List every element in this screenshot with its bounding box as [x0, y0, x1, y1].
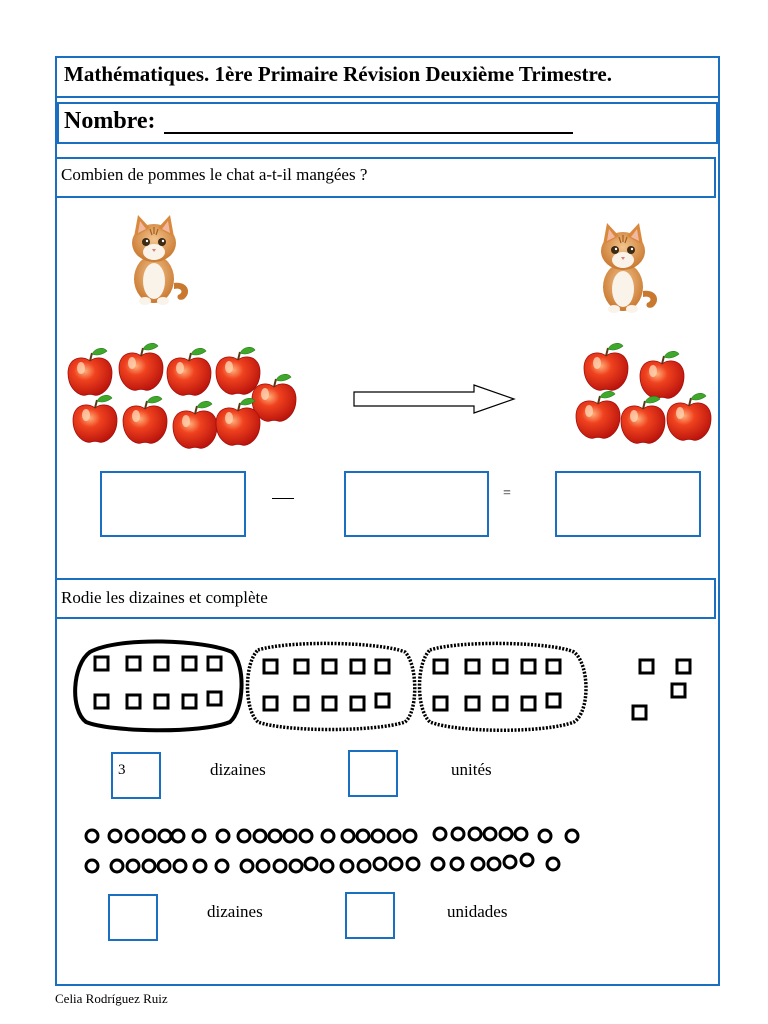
- tens-label-1: dizaines: [210, 760, 266, 779]
- question-1-text: Combien de pommes le chat a-t-il mangées ?: [61, 165, 368, 184]
- worksheet-title: Mathématiques. 1ère Primaire Révision Deuxième Trimestre.: [64, 62, 612, 86]
- cat-left-image: [132, 215, 188, 305]
- units-answer-box-2[interactable]: [345, 892, 395, 939]
- apples-after-group: [576, 343, 711, 443]
- tens-label-2: dizaines: [207, 902, 263, 921]
- tens-answer-box-2[interactable]: [108, 894, 158, 941]
- units-label-1: unités: [451, 760, 492, 779]
- answer-box-after[interactable]: [555, 471, 701, 537]
- arrow-right-icon: [354, 385, 514, 413]
- units-answer-box-1[interactable]: [348, 750, 398, 797]
- tens-answer-value: 3: [118, 762, 126, 778]
- question-2-text: Rodie les dizaines et complète: [61, 588, 268, 607]
- circles-group: [86, 828, 578, 872]
- tens-loop-solid: [75, 641, 241, 730]
- tens-loop-dotted-2: [420, 643, 587, 730]
- equals-sign: =: [503, 486, 511, 501]
- cat-right-image: [601, 223, 657, 313]
- minus-sign: [272, 498, 294, 499]
- answer-box-eaten[interactable]: [344, 471, 489, 537]
- units-label-2: unidades: [447, 902, 508, 921]
- answer-box-before[interactable]: [100, 471, 246, 537]
- tens-loop-dotted-1: [248, 643, 415, 729]
- author-credit: Celia Rodríguez Ruiz: [55, 991, 168, 1006]
- squares-group: [95, 657, 690, 719]
- name-label: Nombre:: [64, 108, 156, 134]
- apples-before-group: [68, 343, 296, 448]
